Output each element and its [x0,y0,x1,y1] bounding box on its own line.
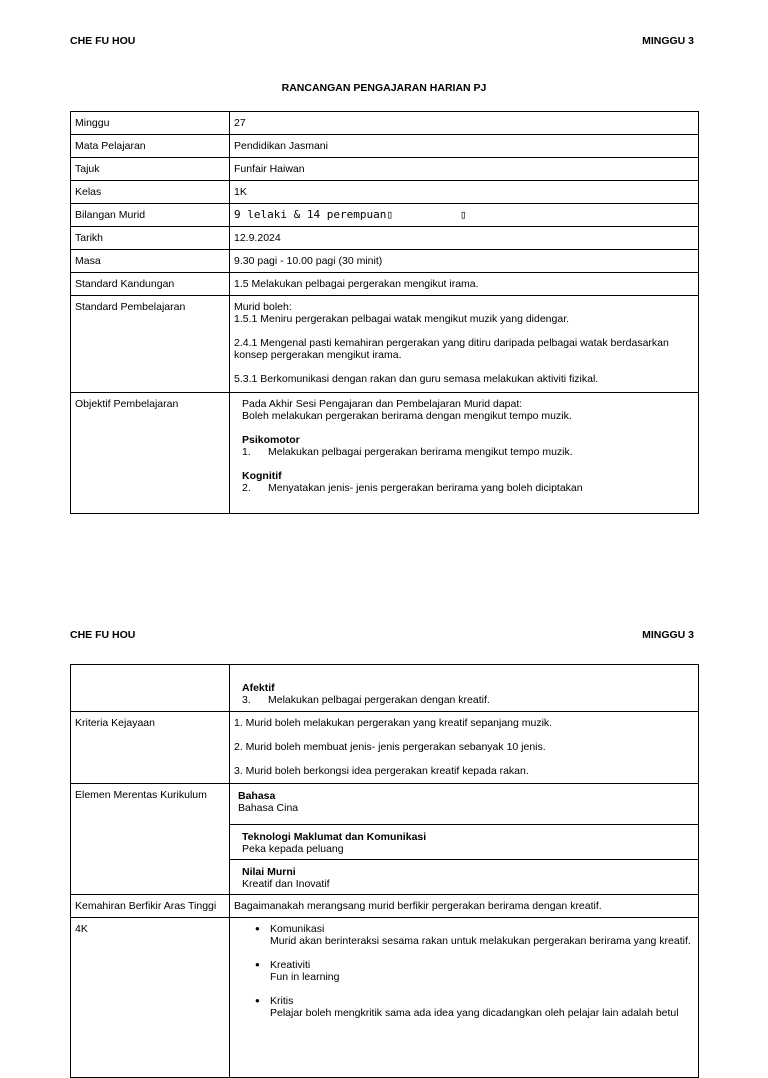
row-label: Standard Pembelajaran [71,296,230,393]
lesson-plan-table-page2 [70,664,699,1078]
emk-group-tmk [230,824,698,859]
table-row-afektif [71,665,699,712]
student-count-text: 9 lelaki & 14 perempuan▯ [234,208,393,221]
4k-item-title: Komunikasi [270,923,325,935]
table-row-masa [71,250,699,273]
psikomotor-number: 1. [242,446,251,458]
row-value: 9.30 pagi - 10.00 pagi (30 minit) [230,250,699,273]
kriteria-item-3: 3. Murid boleh berkongsi idea pergerakan kreatif kepada rakan. [234,765,529,777]
lesson-plan-table-page1 [70,111,699,514]
row-label: Kriteria Kejayaan [71,712,230,784]
table-row-minggu [71,112,699,135]
psikomotor-heading: Psikomotor [242,434,300,446]
row-value [230,918,699,1078]
row-value: Pendidikan Jasmani [230,135,699,158]
row-label: Elemen Merentas Kurikulum [71,784,230,895]
row-value: 12.9.2024 [230,227,699,250]
row-value: 1.5 Melakukan pelbagai pergerakan mengikut irama. [230,273,699,296]
placeholder-glyph: ▯ [459,208,467,221]
afektif-heading: Afektif [242,682,275,694]
table-row-bilangan-murid [71,204,699,227]
row-value [230,712,699,784]
table-row-mata-pelajaran [71,135,699,158]
psikomotor-objective: Melakukan pelbagai pergerakan berirama mengikut tempo muzik. [268,446,573,458]
4k-item-title: Kritis [270,995,294,1007]
table-row-tarikh [71,227,699,250]
row-value [230,296,699,393]
row-value [230,393,699,514]
emk-group-title: Nilai Murni [242,866,296,878]
row-label: Mata Pelajaran [71,135,230,158]
row-label: Kemahiran Berfikir Aras Tinggi [71,895,230,918]
row-label: Standard Kandungan [71,273,230,296]
4k-item-text: Fun in learning [270,971,340,983]
row-label: Tarikh [71,227,230,250]
page1-header-week: MINGGU 3 [642,35,694,47]
4k-item-text: Murid akan berinteraksi sesama rakan untuk melakukan pergerakan berirama yang kreatif. [270,935,691,947]
table-row-4k [71,918,699,1078]
emk-group-value: Kreatif dan Inovatif [242,878,330,890]
kriteria-item-2: 2. Murid boleh membuat jenis- jenis pergerakan sebanyak 10 jenis. [234,741,546,753]
page2-header-name: CHE FU HOU [70,629,136,641]
row-value: Bagaimanakah merangsang murid berfikir pergerakan berirama dengan kreatif. [230,895,699,918]
sp-line-3: 5.3.1 Berkomunikasi dengan rakan dan guru semasa melakukan aktiviti fizikal. [234,373,599,385]
emk-group-nilai [230,859,698,894]
sp-line-2: 2.4.1 Mengenal pasti kemahiran pergerakan yang ditiru daripada pelbagai watak berdasarkan konsep pergerakan mengikut irama. [234,337,669,361]
table-row-objektif [71,393,699,514]
row-value: Funfair Haiwan [230,158,699,181]
emk-group-value: Peka kepada peluang [242,843,344,855]
4k-item-text: Pelajar boleh mengkritik sama ada idea yang dicadangkan oleh pelajar lain adalah betul [270,1007,679,1019]
page2-header-week: MINGGU 3 [642,629,694,641]
emk-group-title: Bahasa [238,790,276,802]
emk-group-title: Teknologi Maklumat dan Komunikasi [242,831,427,843]
row-label: Tajuk [71,158,230,181]
table-row-tajuk [71,158,699,181]
table-row-standard-pembelajaran [71,296,699,393]
row-value [230,784,699,895]
row-label: Minggu [71,112,230,135]
kognitif-objective: Menyatakan jenis- jenis pergerakan berirama yang boleh diciptakan [268,482,583,494]
row-label: Objektif Pembelajaran [71,393,230,514]
emk-group-value: Bahasa Cina [238,802,299,814]
objektif-intro-2: Boleh melakukan pergerakan berirama dengan mengikut tempo muzik. [242,410,572,422]
objektif-intro-1: Pada Akhir Sesi Pengajaran dan Pembelajaran Murid dapat: [242,398,523,410]
4k-item-title: Kreativiti [270,959,311,971]
sp-intro: Murid boleh: [234,301,292,313]
row-label: Kelas [71,181,230,204]
afektif-number: 3. [242,694,251,706]
row-label: Bilangan Murid [71,204,230,227]
sp-line-1: 1.5.1 Meniru pergerakan pelbagai watak mengikut muzik yang didengar. [234,313,570,325]
list-item [270,959,694,983]
page1-header-name: CHE FU HOU [70,35,136,47]
kriteria-item-1: 1. Murid boleh melakukan pergerakan yang kreatif sepanjang muzik. [234,717,553,729]
table-row-standard-kandungan [71,273,699,296]
table-row-kelas [71,181,699,204]
kognitif-heading: Kognitif [242,470,282,482]
table-row-kriteria-kejayaan [71,712,699,784]
document-title: RANCANGAN PENGAJARAN HARIAN PJ [281,82,487,94]
list-item [270,923,694,947]
afektif-objective: Melakukan pelbagai pergerakan dengan kreatif. [268,694,490,706]
row-label: Masa [71,250,230,273]
table-row-emk [71,784,699,895]
row-value: 1K [230,181,699,204]
list-item [270,995,694,1019]
row-value: 27 [230,112,699,135]
table-row-kbat [71,895,699,918]
row-label: 4K [71,918,230,1078]
row-value [230,204,699,227]
kognitif-number: 2. [242,482,251,494]
4k-list [234,923,694,1019]
row-value [230,665,699,712]
emk-group-bahasa [230,789,698,824]
